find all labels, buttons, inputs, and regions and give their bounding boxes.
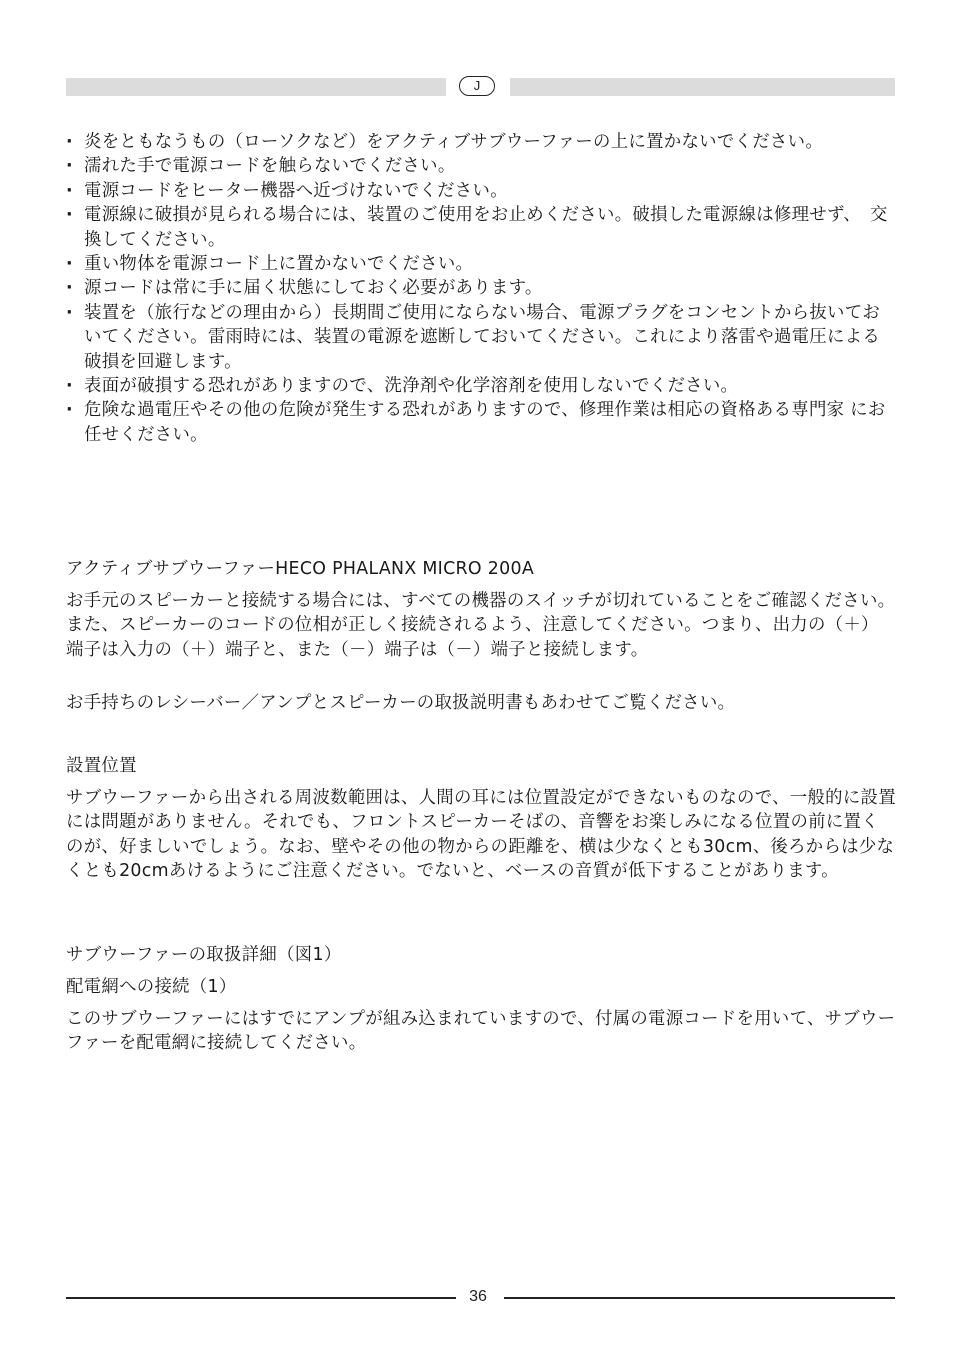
- safety-bullet: · 装置を（旅行などの理由から）長期間ご使用にならない場合、電源プラグをコンセントから抜いておいてください。雷雨時には、装置の電源を遮断しておいてください。これにより落雷や過電圧による破損を回避します。: [66, 301, 896, 374]
- safety-bullet: · 危険な過電圧やその他の危険が発生する恐れがありますので、修理作業は相応の資格ある専門家 にお任せください。: [66, 398, 896, 447]
- details-heading: サブウーファーの取扱詳細（図1）: [66, 945, 342, 965]
- footer-rule-right: [504, 1297, 895, 1299]
- placement-heading: 設置位置: [66, 756, 137, 776]
- safety-bullet: · 炎をともなうもの（ローソクなど）をアクティブサブウーファーの上に置かないでください。: [66, 130, 896, 154]
- safety-bullet: · 電源コードをヒーター機器へ近づけないでください。: [66, 179, 896, 203]
- safety-bullet-list: [66, 130, 896, 447]
- language-badge: [446, 74, 510, 100]
- product-heading: アクティブサブウーファーHECO PHALANX MICRO 200A: [66, 559, 535, 579]
- safety-bullet: · 電源線に破損が見られる場合には、装置のご使用をお止めください。破損した電源線は修理せず、 交換してください。: [66, 203, 896, 252]
- product-manual-paragraph: お手持ちのレシーバー／アンプとスピーカーの取扱説明書もあわせてご覧ください。: [66, 693, 736, 713]
- safety-bullet: · 重い物体を電源コード上に置かないでください。: [66, 252, 896, 276]
- product-connection-paragraph: お手元のスピーカーと接続する場合には、すべての機器のスイッチが切れていることをご確認ください。また、スピーカーのコードの位相が正しく接続されるよう、注意してください。つまり、出力の（＋）端子は入力の（＋）端子と、また（－）端子は（－）端子と接続します。: [66, 591, 896, 660]
- language-badge-label: J: [459, 76, 495, 96]
- placement-paragraph: サブウーファーから出される周波数範囲は、人間の耳には位置設定ができないものなので、一般的に設置には問題がありません。それでも、フロントスピーカーそばの、音響をお楽しみになる位置の前に置くのが、好ましいでしょう。なお、壁やその他の物からの距離を、横は少なくとも30cm、後ろからは少なくとも20cmあけるようにご注意ください。でないと、ベースの音質が低下することがあります。: [66, 788, 896, 882]
- power-connection-paragraph: このサブウーファーにはすでにアンプが組み込まれていますので、付属の電源コードを用いて、サブウーファーを配電網に接続してください。: [66, 1009, 896, 1054]
- safety-bullet: · 表面が破損する恐れがありますので、洗浄剤や化学溶剤を使用しないでください。: [66, 374, 896, 398]
- page-number: 36: [469, 1288, 487, 1305]
- power-connection-subheading: 配電網への接続（1）: [66, 977, 237, 997]
- safety-bullet: · 源コードは常に手に届く状態にしておく必要があります。: [66, 276, 896, 300]
- footer-rule-left: [66, 1297, 456, 1299]
- safety-bullet: · 濡れた手で電源コードを触らないでください。: [66, 154, 896, 178]
